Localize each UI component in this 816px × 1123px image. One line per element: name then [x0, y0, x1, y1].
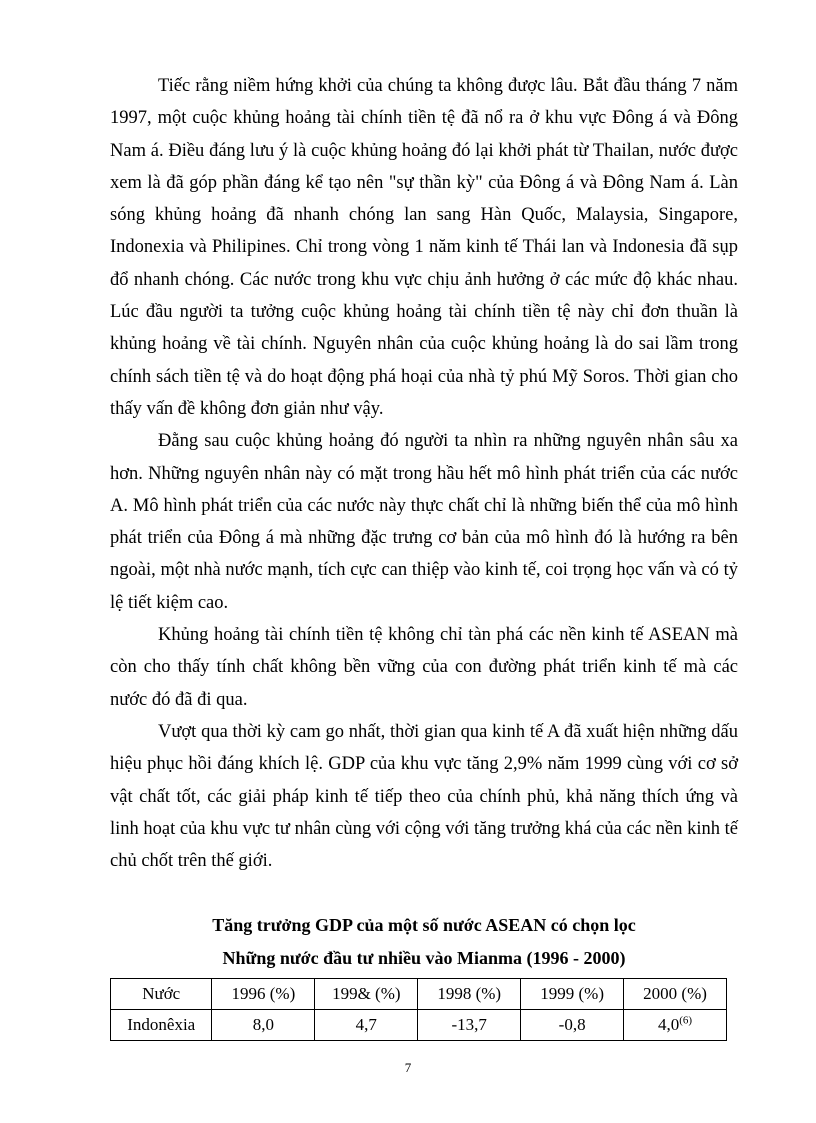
header-cell: 199& (%)	[315, 979, 418, 1010]
page-number: 7	[404, 1060, 412, 1075]
paragraph: Khủng hoảng tài chính tiền tệ không chỉ tàn phá các nền kinh tế ASEAN mà còn cho thấy tính chất không bền vững của con đường phát triển kinh tế mà các nước đó đã đi qua.	[110, 625, 738, 710]
footnote-marker: (6)	[679, 1014, 693, 1027]
table-caption-subtitle: Những nước đầu tư nhiều vào Mianma (1996 - 2000)	[222, 948, 626, 968]
table-header-row	[111, 979, 727, 1010]
table-row	[111, 1010, 727, 1041]
value-cell: 4,7	[315, 1010, 418, 1041]
country-cell: Indonêxia	[111, 1010, 212, 1041]
paragraph: Tiếc rằng niềm hứng khởi của chúng ta không được lâu. Bắt đầu tháng 7 năm 1997, một cuộc khủng hoảng tài chính tiền tệ đã nổ ra ở khu vực Đông á và Đông Nam á. Điều đáng lưu ý là cuộc khủng hoảng đó lại khởi phát từ Thailan, nước được xem là đã góp phần đáng kể tạo nên "sự thần kỳ" của Đông á và Đông Nam á. Làn sóng khủng hoảng đã nhanh chóng lan sang Hàn Quốc, Malaysia, Singapore, Indonexia và Philipines. Chỉ trong vòng 1 năm kinh tế Thái lan và Indonesia đã sụp đổ nhanh chóng. Các nước trong khu vực chịu ảnh hưởng ở các mức độ khác nhau. Lúc đầu người ta tưởng cuộc khủng hoảng tài chính tiền tệ này chỉ đơn thuần là khủng hoảng về tài chính. Nguyên nhân của cuộc khủng hoảng là do sai lầm trong chính sách tiền tệ và do hoạt động phá hoại của nhà tỷ phú Mỹ Soros. Thời gian cho thấy vấn đề không đơn giản như vậy.	[110, 76, 738, 419]
header-cell: 1999 (%)	[521, 979, 624, 1010]
value-cell-with-footnote	[624, 1010, 727, 1041]
paragraph: Vượt qua thời kỳ cam go nhất, thời gian qua kinh tế A đã xuất hiện những dấu hiệu phục hồi đáng khích lệ. GDP của khu vực tăng 2,9% năm 1999 cùng với cơ sở vật chất tốt, các giải pháp kinh tế tiếp theo của chính phủ, khả năng thích ứng và linh hoạt của khu vực tư nhân cùng với cộng với tăng trưởng khá của các nền kinh tế chủ chốt trên thế giới.	[110, 721, 738, 872]
header-cell: 2000 (%)	[624, 979, 727, 1010]
value-cell: -13,7	[418, 1010, 521, 1041]
header-cell: 1996 (%)	[212, 979, 315, 1010]
body-text	[110, 70, 738, 877]
table-caption-title: Tăng trưởng GDP của một số nước ASEAN có chọn lọc	[212, 915, 636, 935]
value-text: 4,0	[657, 1015, 680, 1034]
header-cell: 1998 (%)	[418, 979, 521, 1010]
gdp-growth-table	[110, 978, 727, 1041]
header-cell: Nước	[111, 979, 212, 1010]
paragraph: Đằng sau cuộc khủng hoảng đó người ta nhìn ra những nguyên nhân sâu xa hơn. Những nguyên nhân này có mặt trong hầu hết mô hình phát triển của các nước A. Mô hình phát triển của các nước này thực chất chỉ là những biến thể của mô hình phát triển của Đông á mà những đặc trưng cơ bản của mô hình đó là hướng ra bên ngoài, một nhà nước mạnh, tích cực can thiệp vào kinh tế, coi trọng học vấn và có tỷ lệ tiết kiệm cao.	[110, 431, 738, 613]
value-cell: 8,0	[212, 1010, 315, 1041]
value-cell: -0,8	[521, 1010, 624, 1041]
